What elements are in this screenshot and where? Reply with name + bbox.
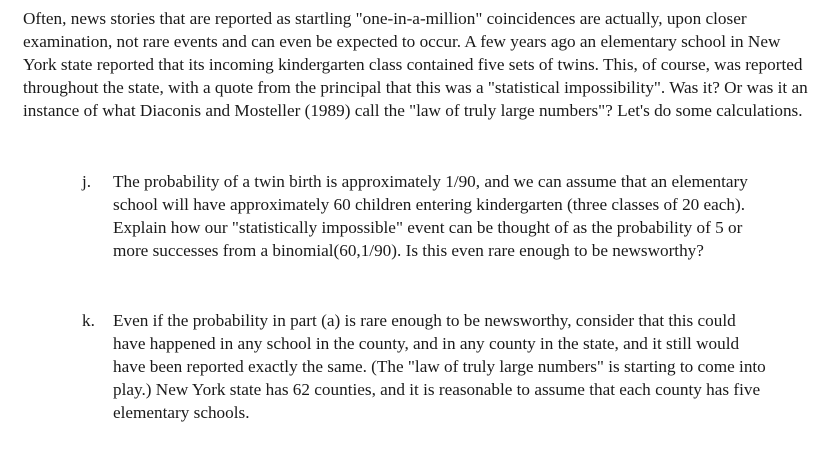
list-text-k: Even if the probability in part (a) is rare enough to be newsworthy, consider that this could have happened in any school in the county, and in any county in the state, and it still would have been reported exactly the same. (The "law of truly large numbers" is starting to come into play.) New York state has 62 counties, and it is reasonable to assume that each county has five elementary schools.: [113, 311, 766, 422]
intro-paragraph: Often, news stories that are reported as startling "one-in-a-million" coincidences are actually, upon closer examination, not rare events and can even be expected to occur. A few years ago an elementary school in New York state reported that its incoming kindergarten class contained five sets of twins. This, of course, was reported throughout the state, with a quote from the principal that this was a "statistical impossibility". Was it? Or was it an instance of what Diaconis and Mosteller (1989) call the "law of truly large numbers"? Let's do some calculations.: [23, 9, 808, 120]
list-item-j: [82, 170, 772, 262]
list-marker-j: j.: [82, 172, 92, 191]
list-text-j: The probability of a twin birth is approximately 1/90, and we can assume that an elementary school will have approximately 60 children entering kindergarten (three classes of 20 each). Explain how our "statistically impossible" event can be thought of as the probability of 5 or more successes from a binomial(60,1/90). Is this even rare enough to be newsworthy?: [113, 172, 748, 260]
list-marker-k: k.: [82, 311, 95, 330]
list-item-k: [82, 309, 772, 424]
